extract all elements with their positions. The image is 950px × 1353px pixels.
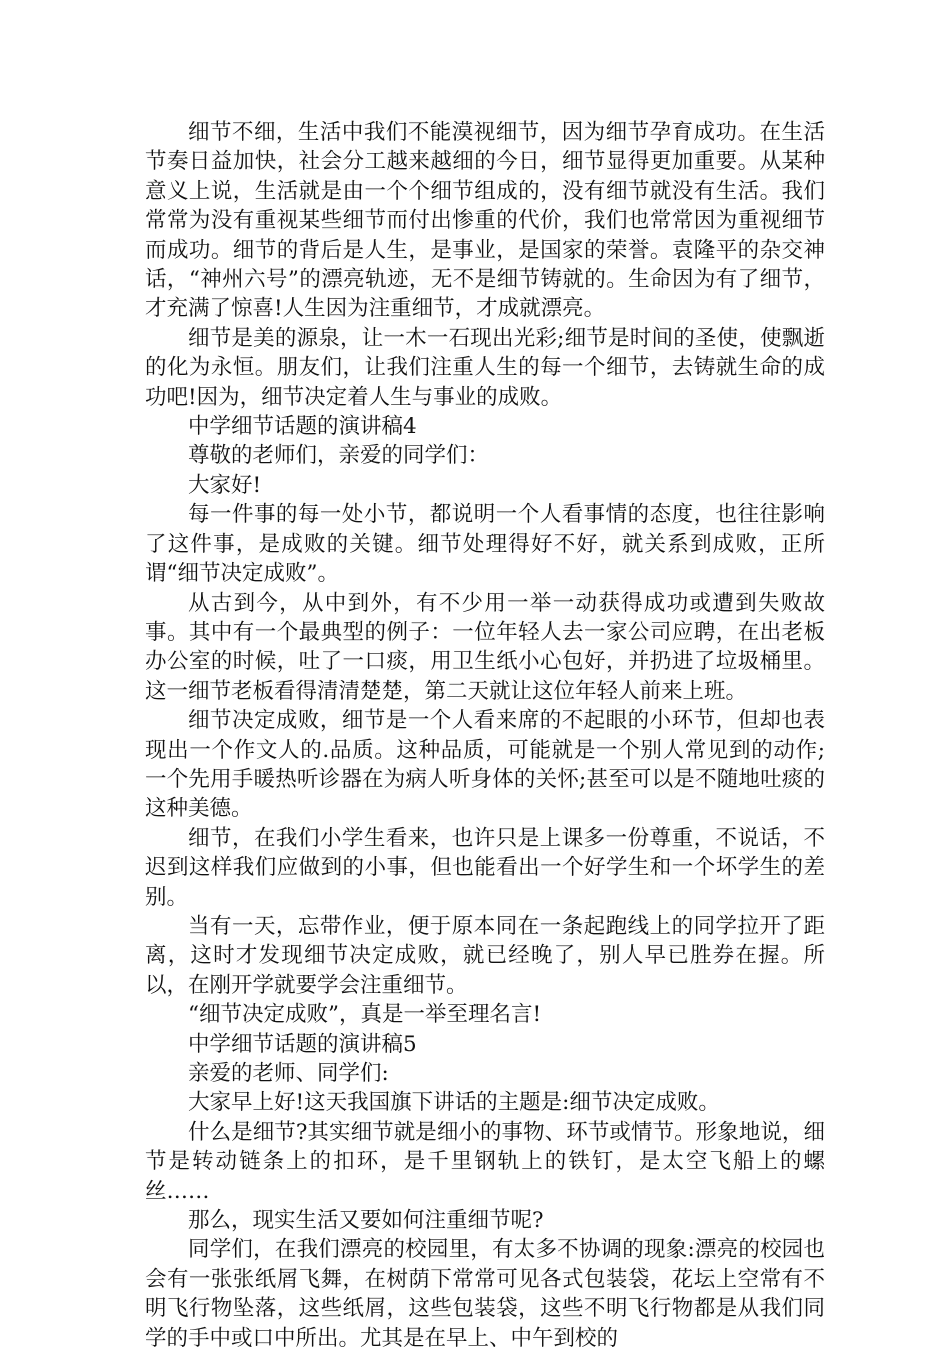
section-heading-5: 中学细节话题的演讲稿5 xyxy=(188,1031,417,1057)
paragraph-3: 每一件事的每一处小节，都说明一个人看事情的态度，也往往影响了这件事，是成败的关键。细节处理得好不好，就关系到成败，正所谓“细节决定成败”。 xyxy=(145,502,825,587)
paragraph-6: 细节，在我们小学生看来，也许只是上课多一份尊重，不说话，不迟到这样我们应做到的小事，但也能看出一个好学生和一个坏学生的差别。 xyxy=(145,825,825,910)
paragraph-4: 从古到今，从中到外，有不少用一举一动获得成功或遭到失败故事。其中有一个最典型的例子：一位年轻人去一家公司应聘，在出老板办公室的时候，吐了一口痰，用卫生纸小心包好，并扔进了垃圾桶里。这一细节老板看得清清楚楚，第二天就让这位年轻人前来上班。 xyxy=(145,590,825,704)
section-heading-4: 中学细节话题的演讲稿4 xyxy=(188,414,417,440)
paragraph-7: 当有一天，忘带作业，便于原本同在一条起跑线上的同学拉开了距离，这时才发现细节决定成败，就已经晚了，别人早已胜券在握。所以，在刚开学就要学会注重细节。 xyxy=(145,913,825,998)
greeting: 大家好! xyxy=(188,472,262,498)
paragraph-2: 细节是美的源泉，让一木一石现出光彩;细节是时间的圣使，使飘逝的化为永恒。朋友们，让我们注重人生的每一个细节，去铸就生命的成功吧!因为，细节决定着人生与事业的成败。 xyxy=(145,325,825,410)
paragraph-8: “细节决定成败”，真是一举至理名言! xyxy=(188,1002,542,1028)
document-body xyxy=(145,118,825,1353)
salutation: 尊敬的老师们，亲爱的同学们： xyxy=(188,443,490,469)
greeting-2: 大家早上好!这天我国旗下讲话的主题是:细节决定成败。 xyxy=(188,1090,720,1116)
salutation-2: 亲爱的老师、同学们: xyxy=(188,1061,389,1086)
paragraph-9: 什么是细节?其实细节就是细小的事物、环节或情节。形象地说，细节是转动链条上的扣环，是千里钢轨上的铁钉，是太空飞船上的螺丝…… xyxy=(145,1119,825,1204)
paragraph-5: 细节决定成败，细节是一个人看来席的不起眼的小环节，但却也表现出一个作文人的.品质。这种品质，可能就是一个别人常见到的动作;一个先用手暖热听诊器在为病人听身体的关怀;甚至可以是不随地吐痰的这种美德。 xyxy=(145,708,825,822)
paragraph-1: 细节不细，生活中我们不能漠视细节，因为细节孕育成功。在生活节奏日益加快，社会分工越来越细的今日，细节显得更加重要。从某种意义上说，生活就是由一个个细节组成的，没有细节就没有生活。我们常常为没有重视某些细节而付出惨重的代价，我们也常常因为重视细节而成功。细节的背后是人生，是事业，是国家的荣誉。袁隆平的杂交神话，“神州六号”的漂亮轨迹，无不是细节铸就的。生命因为有了细节，才充满了惊喜!人生因为注重细节，才成就漂亮。 xyxy=(145,120,825,322)
paragraph-11: 同学们，在我们漂亮的校园里，有太多不协调的现象:漂亮的校园也会有一张张纸屑飞舞，在树荫下常常可见各式包装袋，花坛上空常有不明飞行物坠落，这些纸屑，这些包装袋，这些不明飞行物都是从我们同学的手中或口中所出。尤其是在早上、中午到校的 xyxy=(145,1237,825,1351)
paragraph-10: 那么，现实生活又要如何注重细节呢? xyxy=(188,1208,544,1234)
